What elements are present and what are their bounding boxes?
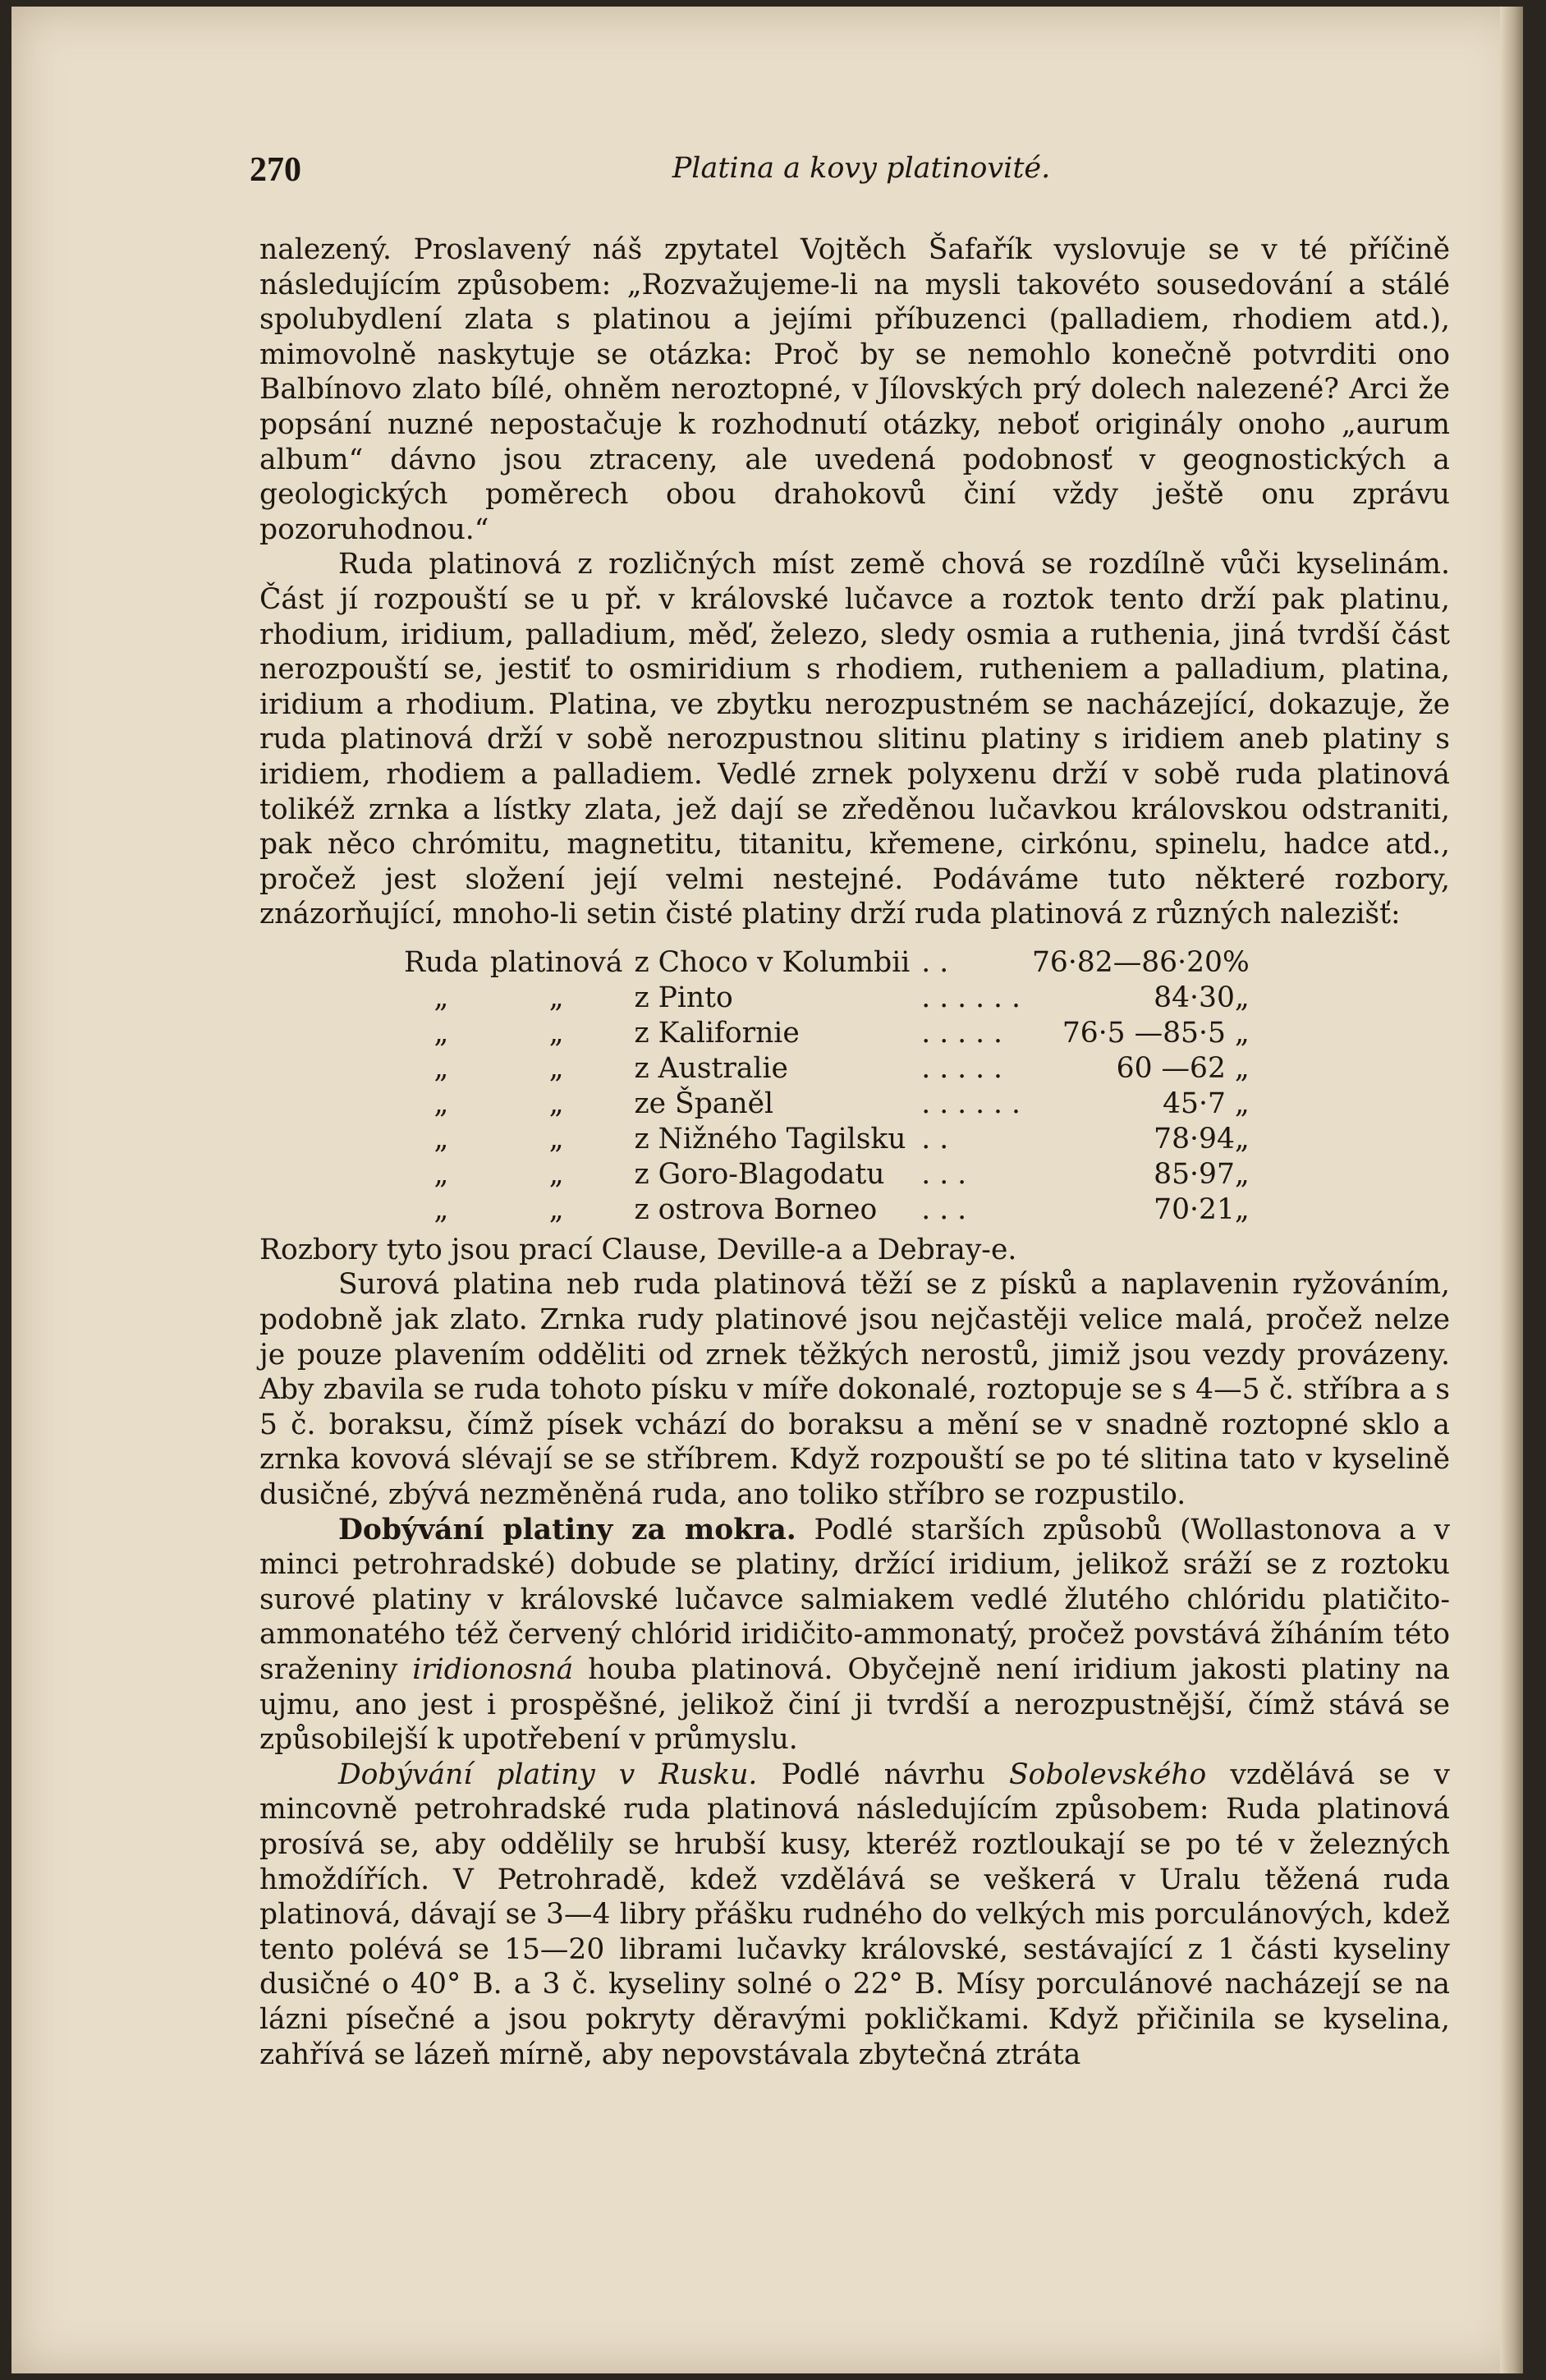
paragraph-russia-extraction [259, 1757, 1450, 2072]
cell-b: „ [548, 1087, 564, 1120]
cell-loc: z Nižného Tagilsku [634, 1122, 906, 1156]
cell-val: 78·94„ [1154, 1122, 1250, 1156]
table-row [404, 981, 1261, 1016]
italic-name: Sobolevského [1009, 1757, 1207, 1791]
cell-loc: ze Španěl [634, 1087, 774, 1120]
page-header [250, 150, 1473, 200]
cell-b: „ [548, 1016, 564, 1050]
running-title: Platina a kovy platinovité. [672, 152, 1051, 185]
page-body [259, 232, 1450, 2072]
table-row [404, 1016, 1261, 1051]
italic-term: iridionosná [412, 1653, 574, 1686]
cell-dots: . . . [921, 1157, 967, 1191]
cell-val: 45·7 „ [1163, 1087, 1250, 1120]
cell-a: „ [434, 981, 449, 1014]
cell-val: 60 —62 „ [1116, 1051, 1250, 1085]
section-heading-wet-extraction: Dobývání platiny za mokra. [338, 1513, 796, 1546]
cell-val: 76·82—86·20% [1031, 945, 1250, 979]
analysis-table [404, 945, 1261, 1228]
cell-val: 85·97„ [1154, 1157, 1250, 1191]
cell-b: „ [548, 1122, 564, 1156]
section-heading-russia: Dobývání platiny v Rusku. [338, 1757, 758, 1791]
cell-loc: z Australie [634, 1051, 788, 1085]
paragraph-safarik-quote: nalezený. Proslavený náš zpytatel Vojtěch Šafařík vyslovuje se v té příčině následujícím způsobem: „Rozvažujeme-li na mysli takovéto sousedování a stálé spolubydlení zlata s platinou a jejími příbuzenci (palladiem, rhodiem atd.), mimovolně naskytuje se otázka: Proč by se nemohlo konečně potvrditi ono Balbínovo zlato bílé, ohněm neroztopné, v Jílovských prý dolech nalezené? Arci že popsání nuzné nepostačuje k rozhodnutí otázky, neboť originály onoho „aurum album“ dávno jsou ztraceny, ale uvedená podobnosť v geognostických a geologických poměrech obou drahokovů činí vždy ještě onu zprávu pozoruhodnou.“ [259, 233, 1450, 546]
paragraph-ore-acids: Ruda platinová z rozličných míst země chová se rozdílně vůči kyselinám. Část jí rozpouští se u př. v královské lučavce a roztok tento drží pak platinu, rhodium, iridium, palladium, měď, železo, sledy osmia a ruthenia, jiná tvrdší část nerozpouští se, jestiť to osmiridium s rhodiem, rutheniem a palladium, platina, iridium a rhodium. Platina, ve zbytku nerozpustném se nacházející, dokazuje, že ruda platinová drží v sobě nerozpustnou slitinu platiny s iridiem aneb platiny s iridiem, rhodiem a palladiem. Vedlé zrnek polyxenu drží v sobě ruda platinová tolikéž zrnka a lístky zlata, jež dají se zředěnou lučavkou královskou odstraniti, pak něco chrómitu, magnetitu, titanitu, křemene, cirkónu, spinelu, hadce atd., pročež jest složení její velmi nestejné. Podáváme tuto některé rozbory, znázorňující, mnoho-li setin čisté platiny drží ruda platinová z různých nalezišť: [259, 548, 1450, 931]
cell-b: „ [548, 981, 564, 1014]
cell-loc: z Goro-Blagodatu [634, 1157, 885, 1191]
cell-a: „ [434, 1051, 449, 1085]
cell-a: Ruda [404, 945, 479, 979]
paragraph-text: Podlé návrhu [757, 1757, 1010, 1791]
cell-loc: z Choco v Kolumbii [634, 945, 911, 979]
paragraph-raw-platinum: Surová platina neb ruda platinová těží se z písků a naplavenin ryžováním, podobně jak zlato. Zrnka rudy platinové jsou nejčastěji velice malá, pročež nelze je pouze plavením odděliti od zrnek těžkých nerostů, jimiž jsou vezdy provázeny. Aby zbavila se ruda tohoto písku v míře dokonalé, roztopuje se s 4—5 č. stříbra a s 5 č. boraksu, čímž písek vchází do boraksu a mění se v snadně roztopné sklo a zrnka kovová slévají se se stříbrem. Když rozpouští se po té slitina tato v kyselině dusičné, zbývá nezměněná ruda, ano toliko stříbro se rozpustilo. [259, 1268, 1450, 1512]
table-row [404, 1157, 1261, 1192]
table-row [404, 1051, 1261, 1087]
cell-val: 84·30„ [1154, 981, 1250, 1014]
cell-dots: . . . [921, 1192, 967, 1226]
page-spine-shadow [1500, 7, 1523, 2373]
paragraph-wet-extraction [259, 1513, 1450, 1757]
table-row [404, 1192, 1261, 1228]
table-row [404, 1122, 1261, 1157]
table-row [404, 945, 1261, 981]
cell-b: „ [548, 1192, 564, 1226]
cell-dots: . . . . . . [921, 981, 1021, 1014]
page-number: 270 [250, 151, 301, 189]
cell-a: „ [434, 1016, 449, 1050]
cell-dots: . . [921, 945, 949, 979]
cell-a: „ [434, 1157, 449, 1191]
book-page [11, 7, 1523, 2373]
cell-loc: z Pinto [634, 981, 733, 1014]
cell-loc: z ostrova Borneo [634, 1192, 878, 1226]
paragraph-text: vzdělává se v mincovně petrohradské ruda platinová následujícím způsobem: Ruda platinová prosívá se, aby oddělily se hrubší kusy, kteréž roztloukají se po té v železných hmoždířích. V Petrohradě, kdež vzdělává se veškerá v Uralu těžená ruda platinová, dávají se 3—4 libry přášku rudného do velkých mis porculánových, kdež tento polévá se 15—20 librami lučavky královské, sestávající z 1 části kyseliny dusičné o 40° B. a 3 č. kyseliny solné o 22° B. Mísy porculánové nacházejí se na lázni písečné a jsou pokryty děravými pokličkami. Když přičinila se kyselina, zahřívá se lázeň mírně, aby nepovstávala zbytečná ztráta [259, 1757, 1451, 2071]
cell-b: „ [548, 1051, 564, 1085]
paragraph-text: Podlé starších způsobů (Wollastonova a v minci petrohradské) dobude se platiny, držící iridium, jelikož sráží se z roztoku surové platiny v královské lučavce salmiakem vedlé žlutého chlóridu platičito-ammonatého též červený chlórid iridičito-ammonatý, pročež povstává žíháním této sraženiny [259, 1513, 1450, 1686]
cell-loc: z Kalifornie [634, 1016, 800, 1050]
cell-dots: . . . . . [921, 1016, 1002, 1050]
paragraph-text: houba platinová. Obyčejně není iridium jakosti platiny na ujmu, ano jest i prospěšné, jelikož činí ji tvrdší a nerozpustnější, čímž stává se způsobilejší k upotřebení v průmyslu. [259, 1653, 1450, 1757]
cell-val: 70·21„ [1154, 1192, 1250, 1226]
cell-dots: . . . . . . [921, 1087, 1021, 1120]
cell-val: 76·5 —85·5 „ [1062, 1016, 1250, 1050]
cell-b: „ [548, 1157, 564, 1191]
cell-a: „ [434, 1087, 449, 1120]
cell-b: platinová [489, 945, 623, 979]
cell-a: „ [434, 1122, 449, 1156]
paragraph-analysis-source: Rozbory tyto jsou prací Clause, Deville-a a Debray-e. [259, 1233, 1017, 1266]
cell-dots: . . . . . [921, 1051, 1002, 1085]
cell-a: „ [434, 1192, 449, 1226]
cell-dots: . . [921, 1122, 949, 1156]
table-row [404, 1087, 1261, 1122]
